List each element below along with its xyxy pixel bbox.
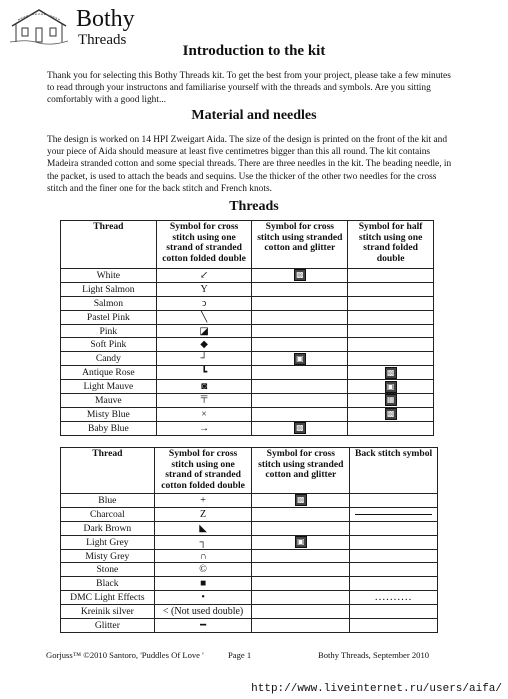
symbol-cell bbox=[252, 563, 350, 577]
table-row bbox=[61, 338, 434, 352]
symbol-cell bbox=[348, 296, 434, 310]
thread-name: Pink bbox=[61, 324, 157, 338]
symbol-cell bbox=[350, 535, 438, 549]
stitch-symbol: ∩ bbox=[199, 550, 207, 562]
symbol-cell bbox=[252, 366, 348, 380]
table-row bbox=[61, 535, 438, 549]
stitch-symbol: ◪ bbox=[199, 325, 209, 337]
table-row bbox=[61, 619, 438, 633]
glitter-symbol-icon: ▣ bbox=[295, 536, 307, 548]
symbol-cell bbox=[348, 394, 434, 408]
thread-name: White bbox=[61, 269, 157, 283]
symbol-cell bbox=[350, 591, 438, 605]
symbol-cell bbox=[350, 521, 438, 535]
stitch-symbol: ┐ bbox=[199, 536, 207, 548]
glitter-symbol-icon: ▩ bbox=[385, 408, 397, 420]
stitch-symbol: Y bbox=[200, 283, 208, 295]
symbol-cell bbox=[252, 310, 348, 324]
symbol-cell bbox=[348, 282, 434, 296]
symbol-cell bbox=[156, 421, 252, 435]
stitch-symbol: × bbox=[201, 408, 207, 420]
symbol-cell bbox=[252, 380, 348, 394]
thread-name: Light Mauve bbox=[61, 380, 157, 394]
table-row bbox=[61, 549, 438, 563]
stitch-symbol: ┗ bbox=[201, 367, 208, 379]
symbol-cell bbox=[350, 549, 438, 563]
symbol-cell bbox=[252, 535, 350, 549]
table-row bbox=[61, 494, 438, 508]
stitch-symbol: 〒 bbox=[199, 394, 210, 406]
symbol-cell bbox=[156, 269, 252, 283]
symbol-cell bbox=[348, 421, 434, 435]
symbol-cell bbox=[154, 535, 252, 549]
thread-name: Misty Blue bbox=[61, 407, 157, 421]
col-header-thread: Thread bbox=[61, 448, 155, 494]
symbol-cell bbox=[252, 494, 350, 508]
stitch-symbol: ━ bbox=[200, 619, 207, 631]
symbol-cell bbox=[156, 296, 252, 310]
material-heading: Material and needles bbox=[191, 108, 317, 123]
footer-publisher: Bothy Threads, September 2010 bbox=[318, 650, 430, 660]
symbol-cell bbox=[154, 605, 252, 619]
watermark-url: http://www.liveinternet.ru/users/aifa/ bbox=[251, 683, 502, 695]
table-row bbox=[61, 421, 434, 435]
symbol-cell bbox=[156, 338, 252, 352]
symbol-cell bbox=[350, 507, 438, 521]
col-header-cross-stitch: Symbol for cross stitch using one strand of stranded cotton folded double bbox=[154, 448, 252, 494]
symbol-cell bbox=[350, 563, 438, 577]
thread-name: DMC Light Effects bbox=[61, 591, 155, 605]
symbol-cell bbox=[348, 380, 434, 394]
thread-name: Light Grey bbox=[61, 535, 155, 549]
stitch-symbol: ╲ bbox=[201, 311, 208, 323]
thread-name: Dark Brown bbox=[61, 521, 155, 535]
footer-page: Page 1 bbox=[228, 650, 252, 660]
thread-name: Blue bbox=[61, 494, 155, 508]
brand-name: Bothy bbox=[76, 6, 135, 32]
footer-copyright: Gorjuss™ ©2010 Santoro, 'Puddles Of Love ' bbox=[46, 650, 204, 660]
symbol-cell bbox=[156, 310, 252, 324]
table-row bbox=[61, 577, 438, 591]
symbol-cell bbox=[252, 605, 350, 619]
symbol-cell bbox=[154, 549, 252, 563]
thread-name: Kreinik silver bbox=[61, 605, 155, 619]
bothy-logo bbox=[8, 6, 70, 48]
table-row bbox=[61, 521, 438, 535]
table-row bbox=[61, 366, 434, 380]
stitch-symbol: ↙ bbox=[199, 269, 209, 281]
col-header-glitter: Symbol for cross stitch using stranded cotton and glitter bbox=[252, 221, 348, 269]
symbol-cell bbox=[350, 577, 438, 591]
col-header-cross-stitch: Symbol for cross stitch using one strand of stranded cotton folded double bbox=[156, 221, 252, 269]
symbol-cell bbox=[350, 605, 438, 619]
col-header-half-stitch: Symbol for half stitch using one strand folded double bbox=[348, 221, 434, 269]
page-title: Introduction to the kit bbox=[182, 43, 326, 59]
symbol-cell bbox=[154, 521, 252, 535]
stitch-symbol: + bbox=[200, 494, 206, 506]
stitch-symbol: ◣ bbox=[199, 522, 207, 534]
thread-name: Mauve bbox=[61, 394, 157, 408]
back-stitch-line bbox=[355, 514, 432, 515]
thread-name: Charcoal bbox=[61, 507, 155, 521]
stitch-symbol: Z bbox=[200, 508, 207, 520]
material-paragraph: The design is worked on 14 HPI Zweigart Aida. The size of the design is printed on the front of the kit and your piece of Aida should measure at least five centimetres bigger than this all round. The kit contains Madeira stranded cotton and some special threads. There are three needles in the kit. The beading needle, in the packet, is used to attach the beads and sequins. Use the thicker of the other two needles for the cross stitch and the finer one for the back stitch and French knots. bbox=[47, 135, 452, 194]
stitch-symbol: ↄ bbox=[201, 297, 207, 309]
symbol-cell bbox=[252, 591, 350, 605]
intro-paragraph: Thank you for selecting this Bothy Threads kit. To get the best from your project, please take a few minutes to read through your instructons and familiarise yourself with the threads and symbols. Are you sitting comfortably with a good light... bbox=[47, 71, 451, 106]
table-row bbox=[61, 591, 438, 605]
stitch-symbol: ◙ bbox=[201, 381, 208, 393]
symbol-cell bbox=[252, 619, 350, 633]
thread-name: Black bbox=[61, 577, 155, 591]
stitch-symbol: ┘ bbox=[200, 353, 208, 365]
glitter-symbol-icon: ▣ bbox=[385, 381, 397, 393]
table-row bbox=[61, 310, 434, 324]
symbol-cell bbox=[348, 366, 434, 380]
table-row bbox=[61, 269, 434, 283]
stitch-symbol: ◆ bbox=[200, 339, 208, 351]
glitter-symbol-icon: ▣ bbox=[294, 353, 306, 365]
glitter-symbol-icon: ▩ bbox=[295, 494, 307, 506]
brand-sub: Threads bbox=[78, 32, 127, 48]
table-row bbox=[61, 394, 434, 408]
symbol-cell bbox=[154, 494, 252, 508]
symbol-cell bbox=[154, 507, 252, 521]
thread-name: Soft Pink bbox=[61, 338, 157, 352]
symbol-cell bbox=[156, 352, 252, 366]
stitch-symbol: < (Not used double) bbox=[162, 606, 244, 618]
symbol-cell bbox=[252, 338, 348, 352]
symbol-cell bbox=[252, 549, 350, 563]
symbol-cell bbox=[156, 324, 252, 338]
symbol-cell bbox=[156, 394, 252, 408]
stitch-symbol: → bbox=[199, 422, 210, 434]
symbol-cell bbox=[252, 352, 348, 366]
glitter-symbol-icon: ▩ bbox=[294, 269, 306, 281]
symbol-cell bbox=[154, 577, 252, 591]
thread-name: Glitter bbox=[61, 619, 155, 633]
symbol-cell bbox=[252, 577, 350, 591]
symbol-cell bbox=[348, 310, 434, 324]
symbol-cell bbox=[252, 421, 348, 435]
col-header-glitter: Symbol for cross stitch using stranded cotton and glitter bbox=[252, 448, 350, 494]
table-row bbox=[61, 605, 438, 619]
col-header-thread: Thread bbox=[61, 221, 157, 269]
stitch-symbol: ■ bbox=[200, 578, 207, 590]
symbol-cell bbox=[154, 619, 252, 633]
symbol-cell bbox=[348, 407, 434, 421]
symbol-cell bbox=[350, 619, 438, 633]
symbol-cell bbox=[252, 394, 348, 408]
back-stitch-dots: .......... bbox=[374, 591, 413, 604]
thread-name: Baby Blue bbox=[61, 421, 157, 435]
col-header-back-stitch: Back stitch symbol bbox=[350, 448, 438, 494]
symbol-cell bbox=[252, 521, 350, 535]
symbol-cell bbox=[252, 282, 348, 296]
symbol-cell bbox=[252, 507, 350, 521]
symbol-cell bbox=[252, 407, 348, 421]
symbol-cell bbox=[348, 352, 434, 366]
table-row bbox=[61, 296, 434, 310]
table-row bbox=[61, 282, 434, 296]
glitter-symbol-icon: ▦ bbox=[385, 394, 397, 406]
thread-name: Candy bbox=[61, 352, 157, 366]
threads-table-2 bbox=[60, 447, 438, 633]
symbol-cell bbox=[156, 380, 252, 394]
thread-name: Stone bbox=[61, 563, 155, 577]
table-row bbox=[61, 380, 434, 394]
glitter-symbol-icon: ▩ bbox=[385, 367, 397, 379]
symbol-cell bbox=[348, 338, 434, 352]
thread-name: Salmon bbox=[61, 296, 157, 310]
symbol-cell bbox=[156, 407, 252, 421]
symbol-cell bbox=[252, 296, 348, 310]
table-row bbox=[61, 324, 434, 338]
symbol-cell bbox=[348, 269, 434, 283]
table-row bbox=[61, 407, 434, 421]
thread-name: Misty Grey bbox=[61, 549, 155, 563]
symbol-cell bbox=[252, 324, 348, 338]
threads-heading: Threads bbox=[229, 199, 279, 214]
symbol-cell bbox=[154, 563, 252, 577]
thread-name: Light Salmon bbox=[61, 282, 157, 296]
symbol-cell bbox=[156, 282, 252, 296]
stitch-symbol: © bbox=[199, 564, 207, 576]
threads-table-1 bbox=[60, 220, 434, 436]
table-row bbox=[61, 563, 438, 577]
thread-name: Pastel Pink bbox=[61, 310, 157, 324]
symbol-cell bbox=[350, 494, 438, 508]
symbol-cell bbox=[252, 269, 348, 283]
symbol-cell bbox=[154, 591, 252, 605]
thread-name: Antique Rose bbox=[61, 366, 157, 380]
table-row bbox=[61, 352, 434, 366]
table-row bbox=[61, 507, 438, 521]
stitch-symbol: • bbox=[201, 592, 205, 604]
glitter-symbol-icon: ▩ bbox=[294, 422, 306, 434]
symbol-cell bbox=[156, 366, 252, 380]
symbol-cell bbox=[348, 324, 434, 338]
